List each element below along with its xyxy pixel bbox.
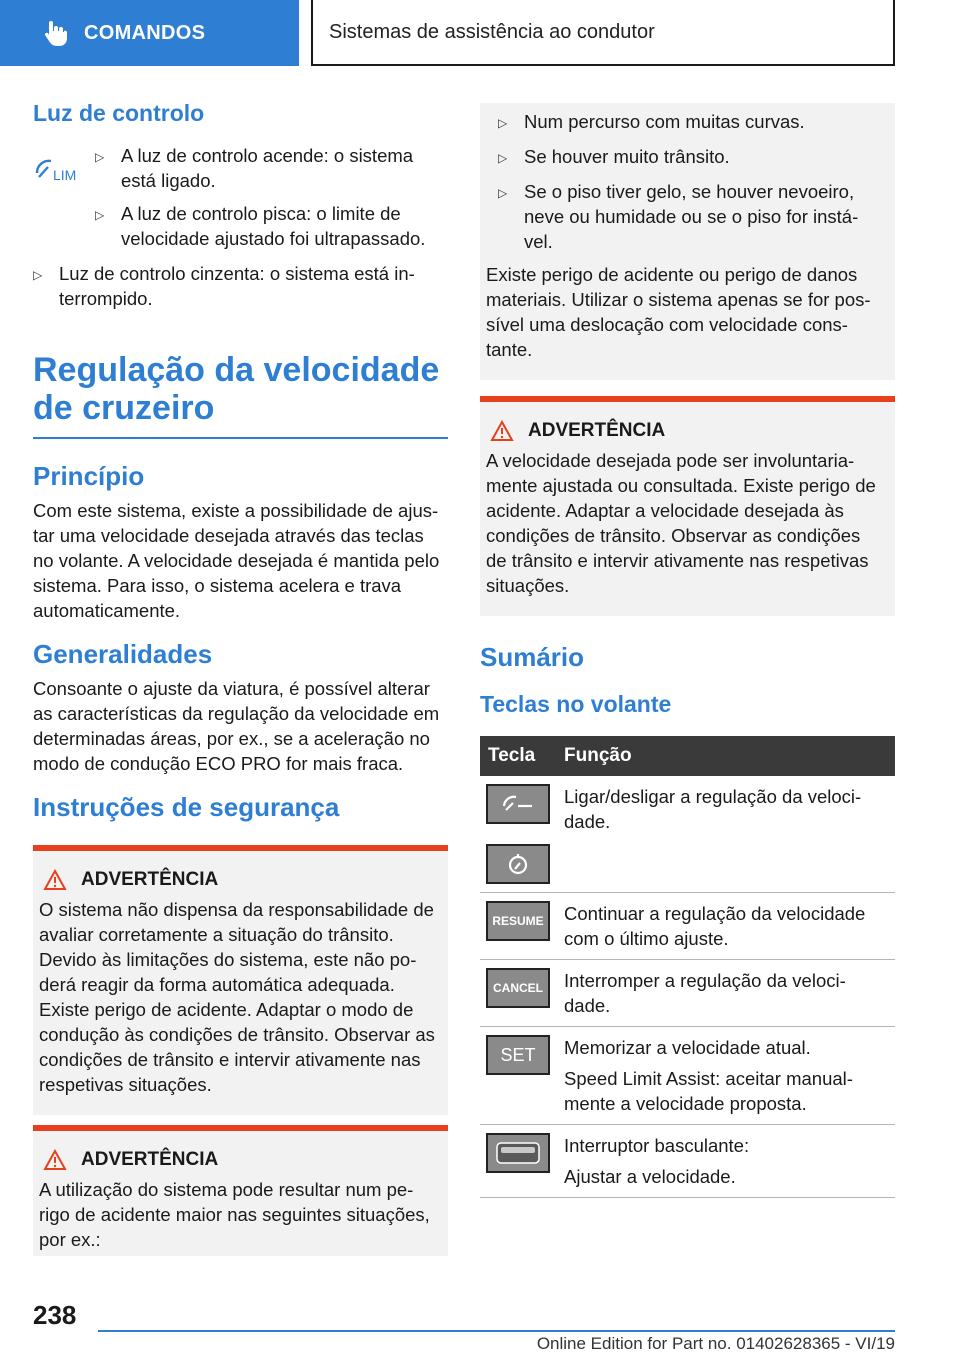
keys-table bbox=[480, 736, 895, 1198]
right-column bbox=[480, 103, 895, 1198]
key-cell bbox=[480, 776, 556, 893]
key-cell bbox=[480, 893, 556, 960]
summary-heading: Sumário bbox=[480, 642, 585, 672]
key-cell bbox=[480, 960, 556, 1027]
table-row bbox=[480, 1125, 895, 1198]
main-title: Regulação da velocidade de cruzeiro bbox=[33, 351, 440, 427]
general-text: Consoante o ajuste da viatura, é possível alterar as características da regulação da velocidade em determinadas áreas, por ex., se a aceleração no modo de condução ECO PRO for mais fraca. bbox=[33, 678, 440, 774]
cruise-limit-icon bbox=[486, 844, 550, 884]
footer-rule bbox=[98, 1330, 895, 1332]
section-tab[interactable] bbox=[0, 0, 299, 66]
warning-triangle-icon bbox=[43, 1149, 67, 1171]
safety-heading: Instruções de segurança bbox=[33, 792, 340, 822]
warning-box-2 bbox=[33, 1125, 448, 1256]
indicator-heading: Luz de controlo bbox=[33, 100, 205, 126]
indicator-block bbox=[33, 143, 448, 251]
bullet-triangle-icon: ▷ bbox=[498, 116, 508, 130]
situations-text: Existe perigo de acidente ou perigo de danos materiais. Utilizar o sistema apenas se for pos-sível uma deslocação com velocidade cons-tante. bbox=[486, 264, 871, 360]
section-label: COMANDOS bbox=[84, 21, 206, 44]
col-header-function: Função bbox=[556, 736, 895, 776]
warning-continuation bbox=[480, 103, 895, 380]
bullet-triangle-icon: ▷ bbox=[498, 151, 508, 165]
table-row bbox=[480, 776, 895, 893]
bullet-triangle-icon: ▷ bbox=[33, 268, 43, 282]
situation-item: ▷ Se o piso tiver gelo, se houver nevoeiro, neve ou humidade ou se o piso for instá-vel. bbox=[498, 181, 859, 252]
rocker-switch-icon bbox=[486, 1133, 550, 1173]
table-row bbox=[480, 1027, 895, 1125]
warning-text: A velocidade desejada pode ser involuntaria-mente ajustada ou consultada. Existe perigo de acidente. Adaptar a velocidade desejada às condições de trânsito. Observar as condições de trânsito e intervir ativamente nas respetivas situações. bbox=[486, 450, 876, 596]
footer-edition: Online Edition for Part no. 01402628365 - VI/19 bbox=[536, 1334, 895, 1353]
principle-heading: Princípio bbox=[33, 461, 145, 491]
key-cell bbox=[480, 1027, 556, 1125]
function-cell: Continuar a regulação da velocidade com o último ajuste. bbox=[556, 893, 895, 960]
function-cell: Memorizar a velocidade atual. Speed Limit Assist: aceitar manual-mente a velocidade proposta. bbox=[556, 1027, 895, 1125]
general-heading: Generalidades bbox=[33, 639, 213, 669]
warning-text: A utilização do sistema pode resultar num pe-rigo de acidente maior nas seguintes situações, por ex.: bbox=[39, 1179, 430, 1250]
warning-box-3 bbox=[480, 396, 895, 616]
key-cell bbox=[480, 1125, 556, 1198]
cancel-key: CANCEL bbox=[486, 968, 550, 1008]
hand-pointer-icon bbox=[40, 18, 70, 48]
function-cell: Interruptor basculante: Ajustar a velocidade. bbox=[556, 1125, 895, 1198]
page-number: 238 bbox=[33, 1300, 77, 1330]
warning-title: ADVERTÊNCIA bbox=[39, 869, 438, 891]
function-cell: Ligar/desligar a regulação da veloci-dade. bbox=[556, 776, 895, 893]
table-row bbox=[480, 960, 895, 1027]
col-header-key: Tecla bbox=[480, 736, 556, 776]
bullet-triangle-icon: ▷ bbox=[95, 150, 105, 164]
warning-title: ADVERTÊNCIA bbox=[39, 1149, 438, 1171]
indicator-item-blink: ▷ A luz de controlo pisca: o limite de velocidade ajustado foi ultrapassado. bbox=[95, 203, 426, 249]
left-column bbox=[33, 100, 448, 1256]
warning-triangle-icon bbox=[43, 869, 67, 891]
set-key: SET bbox=[486, 1035, 550, 1075]
bullet-triangle-icon: ▷ bbox=[95, 208, 105, 222]
indicator-item-on: ▷ A luz de controlo acende: o sistema está ligado. bbox=[95, 145, 414, 191]
cruise-icon bbox=[486, 784, 550, 824]
function-cell: Interromper a regulação da veloci-dade. bbox=[556, 960, 895, 1027]
principle-text: Com este sistema, existe a possibilidade de ajus-tar uma velocidade desejada através das teclas no volante. A velocidade desejada é mantida pelo sistema. Para isso, o sistema acelera e trava automaticamente. bbox=[33, 500, 440, 621]
chapter-title: Sistemas de assistência ao condutor bbox=[311, 0, 895, 66]
situation-item: ▷ Num percurso com muitas curvas. bbox=[486, 109, 885, 136]
warning-triangle-icon bbox=[490, 420, 514, 442]
warning-box-1 bbox=[33, 845, 448, 1115]
title-rule bbox=[33, 437, 448, 439]
table-row bbox=[480, 893, 895, 960]
warning-title: ADVERTÊNCIA bbox=[486, 420, 885, 442]
svg-text:LIM: LIM bbox=[53, 167, 77, 183]
resume-key: RESUME bbox=[486, 901, 550, 941]
situation-item: ▷ Se houver muito trânsito. bbox=[486, 144, 885, 171]
table-header-row bbox=[480, 736, 895, 776]
bullet-triangle-icon: ▷ bbox=[498, 186, 508, 200]
keys-heading: Teclas no volante bbox=[480, 691, 672, 717]
indicator-item-grey: ▷ Luz de controlo cinzenta: o sistema está in-terrompido. bbox=[33, 263, 415, 309]
lim-indicator-icon bbox=[33, 143, 95, 251]
warning-text: O sistema não dispensa da responsabilidade de avaliar corretamente a situação do trânsito. Devido às limitações do sistema, este não po-derá reagir da forma automática adequada. Existe perigo de acidente. Adaptar o modo de condução às condições de trânsito. Observar as condições de trânsito e intervir ativamente nas respetivas situações. bbox=[39, 899, 435, 1095]
